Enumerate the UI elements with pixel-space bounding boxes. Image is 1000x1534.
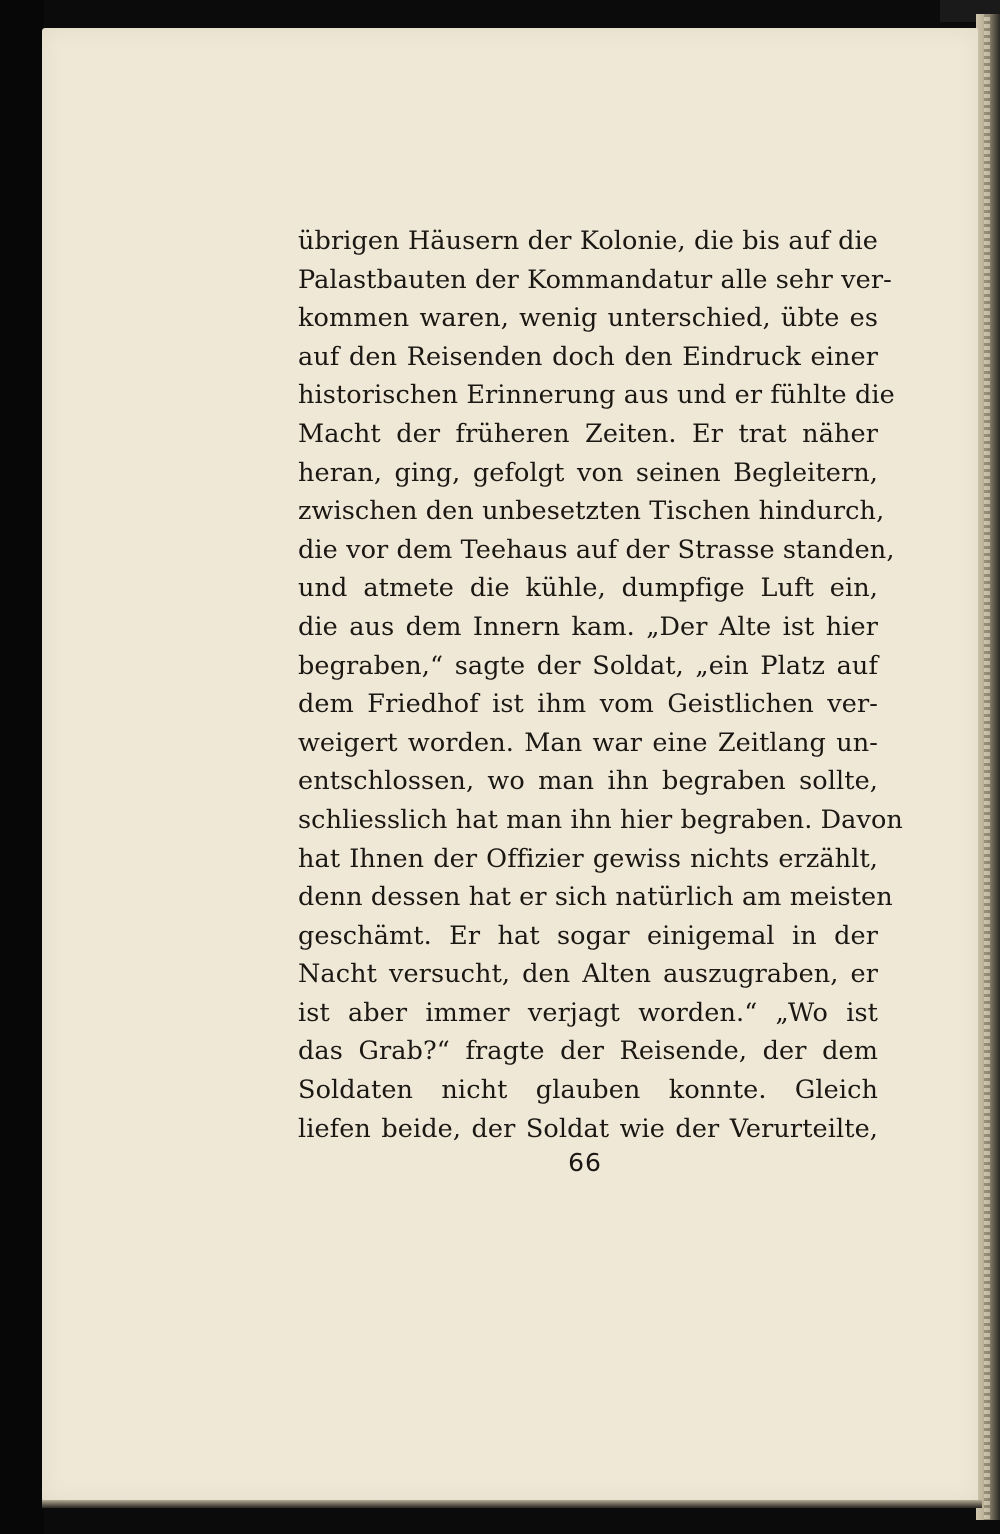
- text-line: das Grab?“ fragte der Reisende, der dem: [298, 1036, 878, 1067]
- text-line: geschämt. Er hat sogar einigemal in der: [298, 920, 878, 951]
- body-text: [298, 222, 903, 1148]
- text-line: hat Ihnen der Offizier gewiss nichts erzählt,: [298, 843, 878, 874]
- text-line: Soldaten nicht glauben konnte. Gleich: [298, 1075, 878, 1106]
- text-line: Palastbauten der Kommandatur alle sehr ver-: [298, 264, 892, 295]
- text-line: historischen Erinnerung aus und er fühlte die: [298, 380, 895, 411]
- text-line: Nacht versucht, den Alten auszugraben, er: [298, 959, 878, 990]
- text-line: übrigen Häusern der Kolonie, die bis auf die: [298, 226, 878, 256]
- book-bottom-edge: [42, 1500, 982, 1508]
- text-line: und atmete die kühle, dumpfige Luft ein,: [298, 573, 878, 604]
- text-line: entschlossen, wo man ihn begraben sollte,: [298, 766, 878, 797]
- left-dark-border: [0, 0, 44, 1534]
- text-line: weigert worden. Man war eine Zeitlang un-: [298, 727, 878, 758]
- text-line: die aus dem Innern kam. „Der Alte ist hier: [298, 611, 878, 642]
- text-line: begraben,“ sagte der Soldat, „ein Platz auf: [298, 650, 878, 681]
- text-line: die vor dem Teehaus auf der Strasse standen,: [298, 534, 895, 565]
- book-right-edge: [976, 14, 1000, 1520]
- text-line: heran, ging, gefolgt von seinen Begleitern,: [298, 457, 878, 488]
- text-line: dem Friedhof ist ihm vom Geistlichen ver-: [298, 689, 878, 720]
- text-line: kommen waren, wenig unterschied, übte es: [298, 303, 878, 334]
- page-stack-edge: [984, 14, 990, 1520]
- page-number: 66: [568, 1148, 602, 1177]
- text-line: denn dessen hat er sich natürlich am meisten: [298, 882, 893, 913]
- text-line: auf den Reisenden doch den Eindruck einer: [298, 341, 878, 372]
- text-line: schliesslich hat man ihn hier begraben. Davon: [298, 804, 903, 835]
- text-line: ist aber immer verjagt worden.“ „Wo ist: [298, 997, 878, 1028]
- text-line: liefen beide, der Soldat wie der Verurteilte,: [298, 1113, 878, 1144]
- page-number-container: [0, 1148, 1000, 1177]
- text-line: Macht der früheren Zeiten. Er trat näher: [298, 418, 878, 449]
- text-line: zwischen den unbesetzten Tischen hindurch,: [298, 496, 885, 527]
